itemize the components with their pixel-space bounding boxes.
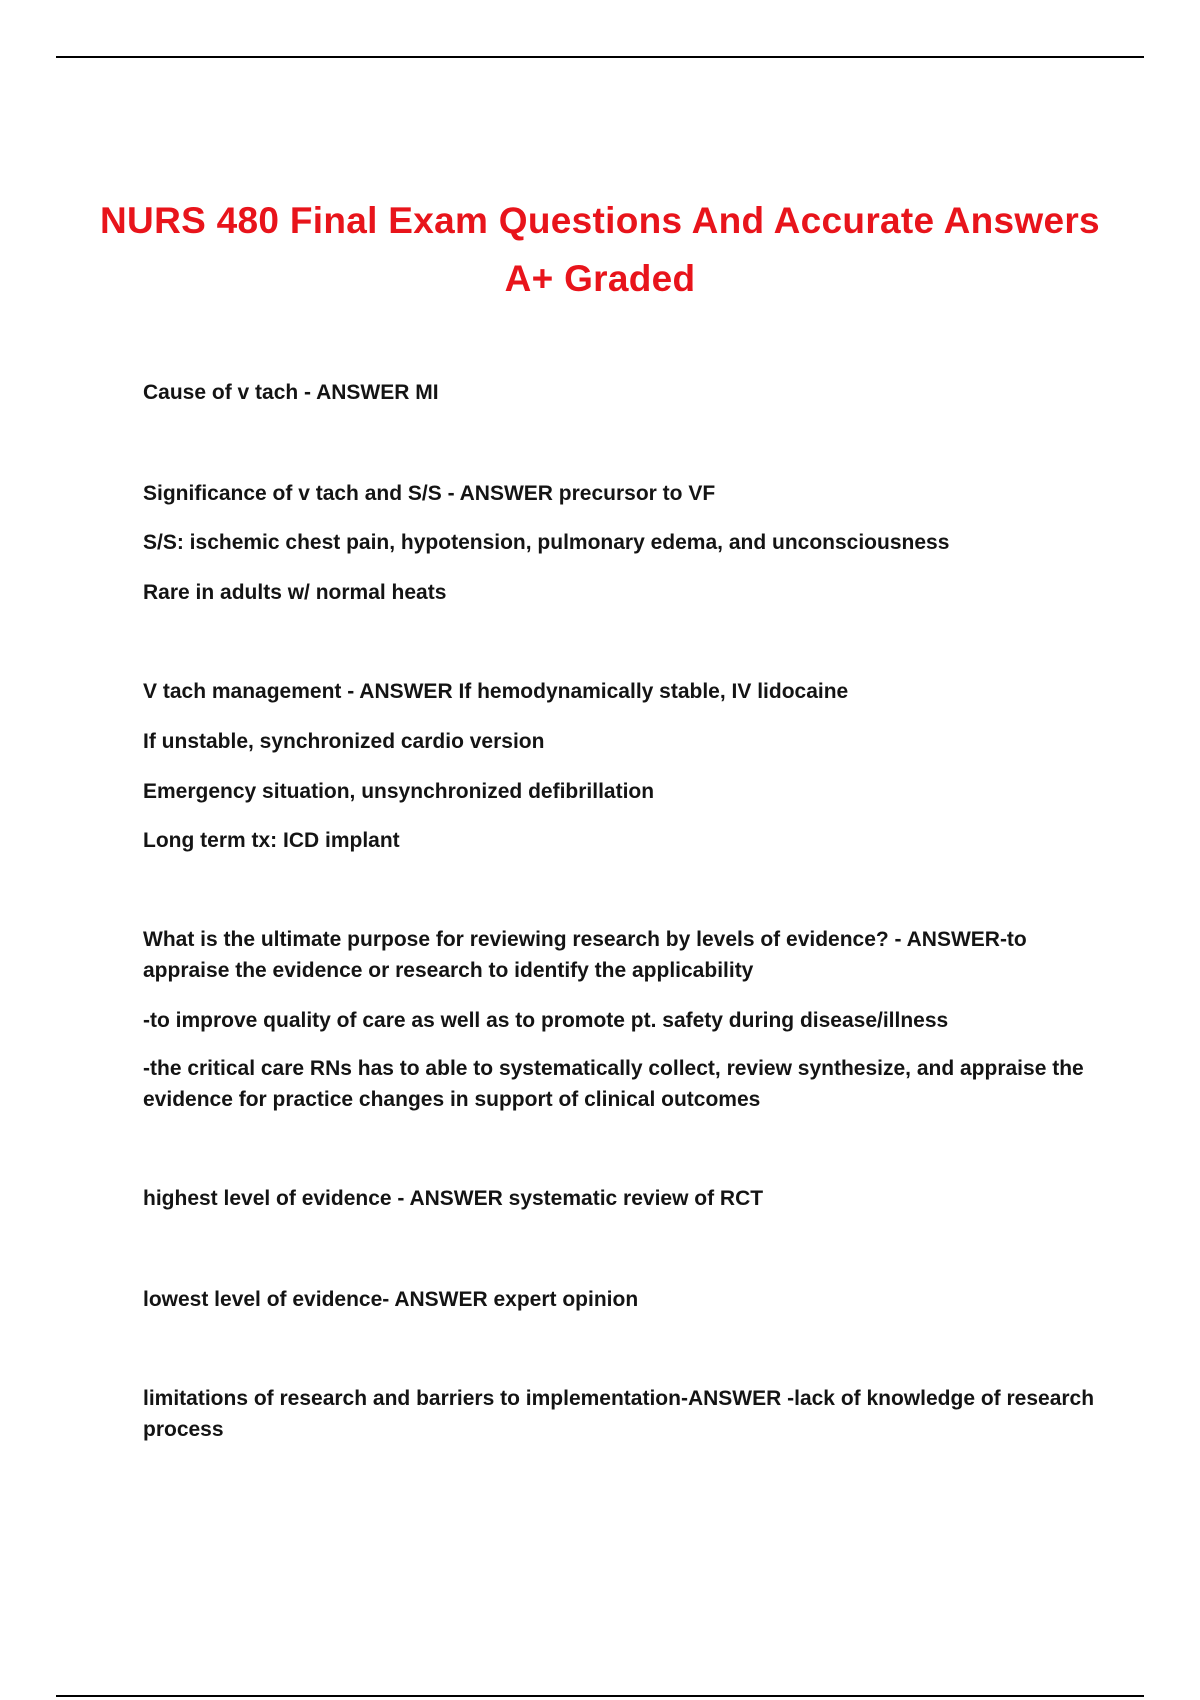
qa-line: S/S: ischemic chest pain, hypotension, pulmonary edema, and unconsciousness [143, 531, 950, 554]
qa-line: lowest level of evidence- ANSWER expert opinion [143, 1288, 639, 1311]
qa-line: limitations of research and barriers to implementation-ANSWER -lack of knowledge of research process [143, 1387, 1095, 1441]
bottom-rule [56, 1695, 1144, 1697]
qa-line: What is the ultimate purpose for reviewing research by levels of evidence? - ANSWER-to appraise the evidence or research to identify the applicability [143, 928, 1027, 982]
qa-line: Long term tx: ICD implant [143, 829, 400, 852]
qa-line: highest level of evidence - ANSWER systematic review of RCT [143, 1187, 764, 1210]
qa-line: Rare in adults w/ normal heats [143, 581, 447, 604]
qa-line: Cause of v tach - ANSWER MI [143, 381, 439, 404]
qa-line: Significance of v tach and S/S - ANSWER precursor to VF [143, 482, 716, 505]
top-rule [56, 56, 1144, 58]
qa-line: V tach management - ANSWER If hemodynamically stable, IV lidocaine [143, 680, 849, 703]
qa-line: -to improve quality of care as well as to promote pt. safety during disease/illness [143, 1009, 949, 1032]
qa-line: Emergency situation, unsynchronized defibrillation [143, 780, 655, 803]
document-title: NURS 480 Final Exam Questions And Accurate Answers A+ Graded [100, 200, 1100, 299]
qa-line: -the critical care RNs has to able to systematically collect, review synthesize, and appraise the evidence for practice changes in support of clinical outcomes [143, 1057, 1084, 1111]
qa-line: If unstable, synchronized cardio version [143, 730, 545, 753]
